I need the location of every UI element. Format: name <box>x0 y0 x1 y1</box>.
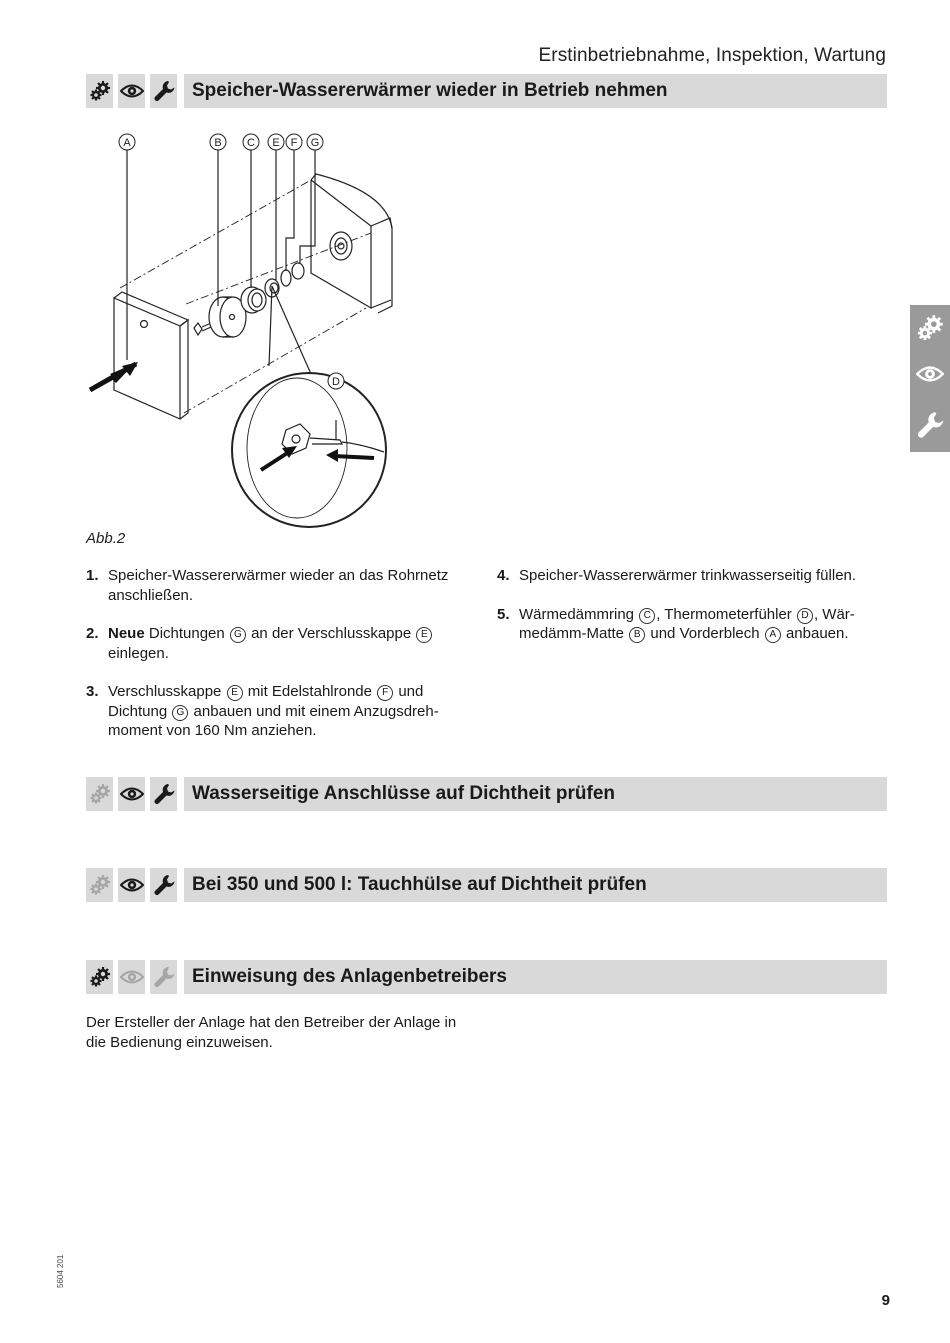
section-title: Wasserseitige Anschlüsse auf Dichtheit prüfen <box>192 783 616 804</box>
callout-ref: G <box>230 627 246 643</box>
callout-d: D <box>332 376 340 388</box>
section-heading-4 <box>86 960 887 994</box>
section-title: Einweisung des Anlagenbetreibers <box>192 966 507 987</box>
callout-ref: C <box>639 608 655 624</box>
eye-icon <box>916 363 944 390</box>
callout-ref: E <box>416 627 432 643</box>
step-1: 1. Speicher-Wassererwärmer wieder an das Rohrnetz anschließen. <box>86 567 449 604</box>
callout-g: G <box>310 137 320 149</box>
gears-icon <box>916 313 944 348</box>
assembly-figure <box>86 128 416 528</box>
steps-right <box>497 566 889 663</box>
wrench-icon <box>150 777 177 811</box>
eye-icon <box>118 960 145 994</box>
steps-left <box>86 566 478 760</box>
callout-ref: E <box>227 685 243 701</box>
callout-ref: G <box>172 705 188 721</box>
section-heading-1 <box>86 74 887 108</box>
eye-icon <box>118 777 145 811</box>
callout-ref: B <box>629 627 645 643</box>
callout-f: F <box>290 137 298 149</box>
wrench-icon <box>916 409 944 446</box>
side-tab <box>910 305 950 452</box>
step-2: 2. Neue Dichtungen G an der Verschlusskappe E einlegen. <box>86 625 438 662</box>
eye-icon <box>118 868 145 902</box>
callout-e: E <box>272 137 280 149</box>
eye-icon <box>118 74 145 108</box>
section-title: Speicher-Wassererwärmer wieder in Betrieb nehmen <box>192 80 668 101</box>
callout-a: A <box>123 137 131 149</box>
page-header-title: Erstinbetriebnahme, Inspektion, Wartung <box>538 45 886 66</box>
callout-b: B <box>214 137 222 149</box>
callout-c: C <box>247 137 255 149</box>
gears-icon <box>86 74 113 108</box>
step-4: 4. Speicher-Wassererwärmer trinkwasserseitig füllen. <box>497 567 857 584</box>
gears-icon <box>86 777 113 811</box>
document-number: 5604 201 <box>56 1254 65 1288</box>
instruction-text: Der Ersteller der Anlage hat den Betreiber der Anlage in die Bedienung einzuweisen. <box>86 1014 457 1051</box>
wrench-icon <box>150 74 177 108</box>
section-title: Bei 350 und 500 l: Tauchhülse auf Dichtheit prüfen <box>192 874 647 895</box>
step-3: 3. Verschlusskappe E mit Edelstahlronde F und Dichtung G anbauen und mit einem Anzugsdreh-moment von 160 Nm anziehen. <box>86 683 439 739</box>
wrench-icon <box>150 868 177 902</box>
gears-icon <box>86 960 113 994</box>
section-heading-2 <box>86 777 887 811</box>
page-number: 9 <box>881 1292 890 1309</box>
wrench-icon <box>150 960 177 994</box>
callout-ref: A <box>765 627 781 643</box>
figure-caption: Abb.2 <box>86 530 126 547</box>
section-heading-3 <box>86 868 887 902</box>
callout-ref: D <box>797 608 813 624</box>
gears-icon <box>86 868 113 902</box>
callout-ref: F <box>377 685 393 701</box>
step-5: 5. Wärmedämmring C , Thermometerfühler D , Wär-medämm-Matte B und Vorderblech A anbauen. <box>497 605 855 642</box>
